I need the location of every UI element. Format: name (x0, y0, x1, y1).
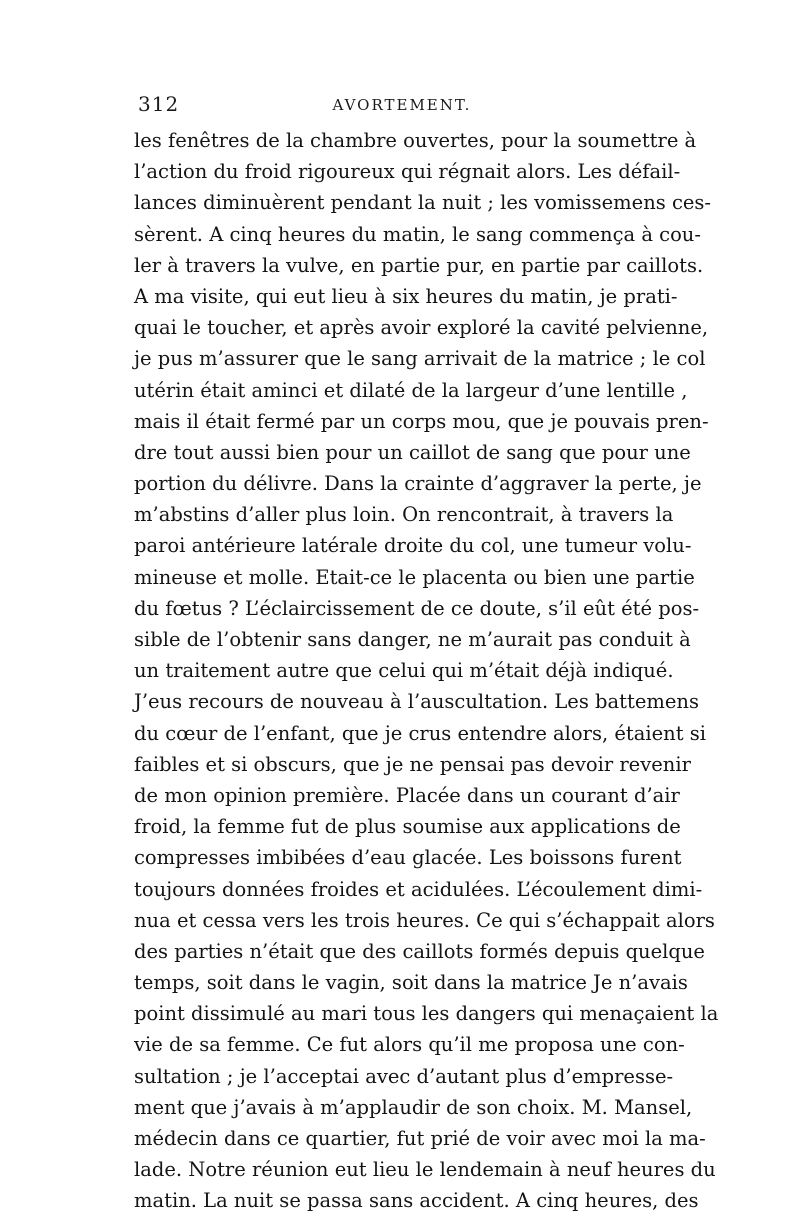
text-line: les fenêtres de la chambre ouvertes, pour la soumettre à (134, 129, 697, 152)
text-line: compresses imbibées d’eau glacée. Les boissons furent (134, 846, 682, 870)
text-line: un traitement autre que celui qui m’était déjà indiqué. (134, 659, 674, 683)
text-line: utérin était aminci et dilaté de la largeur d’une lentille , (134, 378, 688, 402)
text-line: nua et cessa vers les trois heures. Ce qui s’échappait alors (134, 908, 715, 932)
text-line: paroi antérieure latérale droite du col, une tumeur volu- (134, 534, 692, 558)
text-line: matin. La nuit se passa sans accident. A cinq heures, des (134, 1189, 699, 1213)
text-line: sultation ; je l’acceptai avec d’autant plus d’empresse- (134, 1064, 674, 1088)
text-line: vie de sa femme. Ce fut alors qu’il me proposa une con- (134, 1033, 685, 1057)
text-line: je pus m’assurer que le sang arrivait de la matrice ; le col (134, 347, 706, 371)
running-title: AVORTEMENT. (332, 96, 472, 114)
text-line: ment que j’avais à m’applaudir de son choix. M. Mansel, (134, 1095, 693, 1119)
text-line: lances diminuèrent pendant la nuit ; les vomissemens ces- (134, 191, 712, 215)
text-line: de mon opinion première. Placée dans un courant d’air (134, 783, 680, 807)
text-line: faibles et si obscurs, que je ne pensai pas devoir revenir (134, 752, 691, 776)
text-line: du cœur de l’enfant, que je crus entendre alors, étaient si (134, 721, 707, 745)
text-line: ler à travers la vulve, en partie pur, en partie par caillots. (134, 253, 704, 277)
text-line: portion du délivre. Dans la crainte d’aggraver la perte, je (134, 472, 702, 496)
text-line: J’eus recours de nouveau à l’auscultation. Les battemens (134, 690, 699, 714)
text-line: mais il était fermé par un corps mou, que je pouvais pren- (134, 409, 709, 433)
text-line: toujours données froides et acidulées. L’écoulement dimi- (134, 877, 703, 901)
body-text (134, 125, 719, 1217)
page-header (136, 88, 668, 118)
text-line: A ma visite, qui eut lieu à six heures du matin, je prati- (134, 284, 678, 308)
text-line: des parties n’était que des caillots formés depuis quelque (134, 939, 705, 963)
text-line: froid, la femme fut de plus soumise aux applications de (134, 815, 681, 839)
text-line: du fœtus ? L’éclaircissement de ce doute, s’il eût été pos- (134, 596, 700, 620)
text-line: l’action du froid rigoureux qui régnait alors. Les défail- (134, 160, 681, 184)
text-line: dre tout aussi bien pour un caillot de sang que pour une (134, 440, 691, 464)
text-line: temps, soit dans le vagin, soit dans la matrice Je n’avais (134, 971, 688, 995)
text-line: lade. Notre réunion eut lieu le lendemain à neuf heures du (134, 1158, 716, 1182)
text-line: quai le toucher, et après avoir exploré la cavité pelvienne, (134, 316, 709, 340)
text-line: sèrent. A cinq heures du matin, le sang commença à cou- (134, 222, 701, 246)
text-line: m’abstins d’aller plus loin. On rencontrait, à travers la (134, 503, 674, 527)
text-line: médecin dans ce quartier, fut prié de voir avec moi la ma- (134, 1127, 706, 1150)
text-line: mineuse et molle. Etait-ce le placenta ou bien une partie (134, 565, 695, 589)
page-number: 312 (138, 92, 180, 116)
text-line: point dissimulé au mari tous les dangers qui menaçaient la (134, 1002, 719, 1026)
text-line: sible de l’obtenir sans danger, ne m’aurait pas conduit à (134, 628, 691, 651)
